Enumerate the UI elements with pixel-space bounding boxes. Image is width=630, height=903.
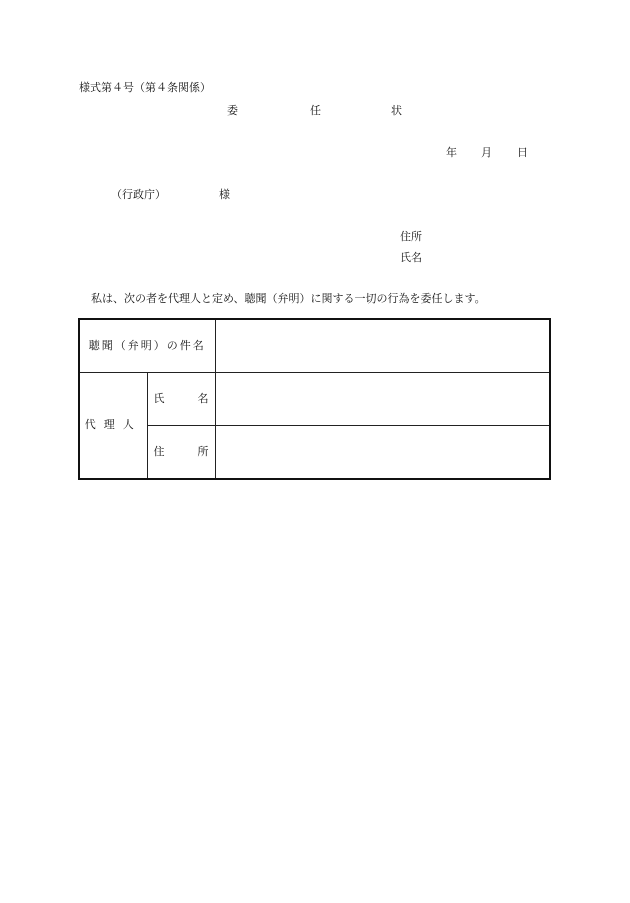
agent-address-field[interactable] xyxy=(215,425,550,479)
principal-address-label: 住所 xyxy=(400,230,422,243)
agent-name-char-2: 名 xyxy=(197,391,209,405)
addressee-label: （行政庁） xyxy=(111,188,166,201)
agent-name-label xyxy=(147,372,215,425)
agent-address-label xyxy=(147,425,215,479)
case-label: 聴聞（弁明）の件名 xyxy=(79,319,215,372)
date-day: 日 xyxy=(517,146,528,159)
agent-name-field[interactable] xyxy=(215,372,550,425)
date-year: 年 xyxy=(446,146,457,159)
agent-name-char-1: 氏 xyxy=(153,391,165,405)
form-number: 様式第４号（第４条関係） xyxy=(79,81,211,94)
date-month: 月 xyxy=(481,146,492,159)
agent-address-char-2: 所 xyxy=(197,444,209,458)
agent-name-row xyxy=(79,372,550,425)
delegation-table xyxy=(78,318,551,480)
case-row xyxy=(79,319,550,372)
delegation-statement: 私は、次の者を代理人と定め、聴聞（弁明）に関する一切の行為を委任します。 xyxy=(91,292,486,305)
principal-name-label: 氏名 xyxy=(400,251,422,264)
case-field[interactable] xyxy=(215,319,550,372)
title-char-3: 状 xyxy=(391,104,402,117)
title-char-2: 任 xyxy=(310,104,321,117)
agent-address-char-1: 住 xyxy=(153,444,165,458)
agent-label: 代理人 xyxy=(79,372,147,479)
title-char-1: 委 xyxy=(227,104,238,117)
addressee-honorific: 様 xyxy=(219,188,230,201)
agent-address-row xyxy=(79,425,550,479)
